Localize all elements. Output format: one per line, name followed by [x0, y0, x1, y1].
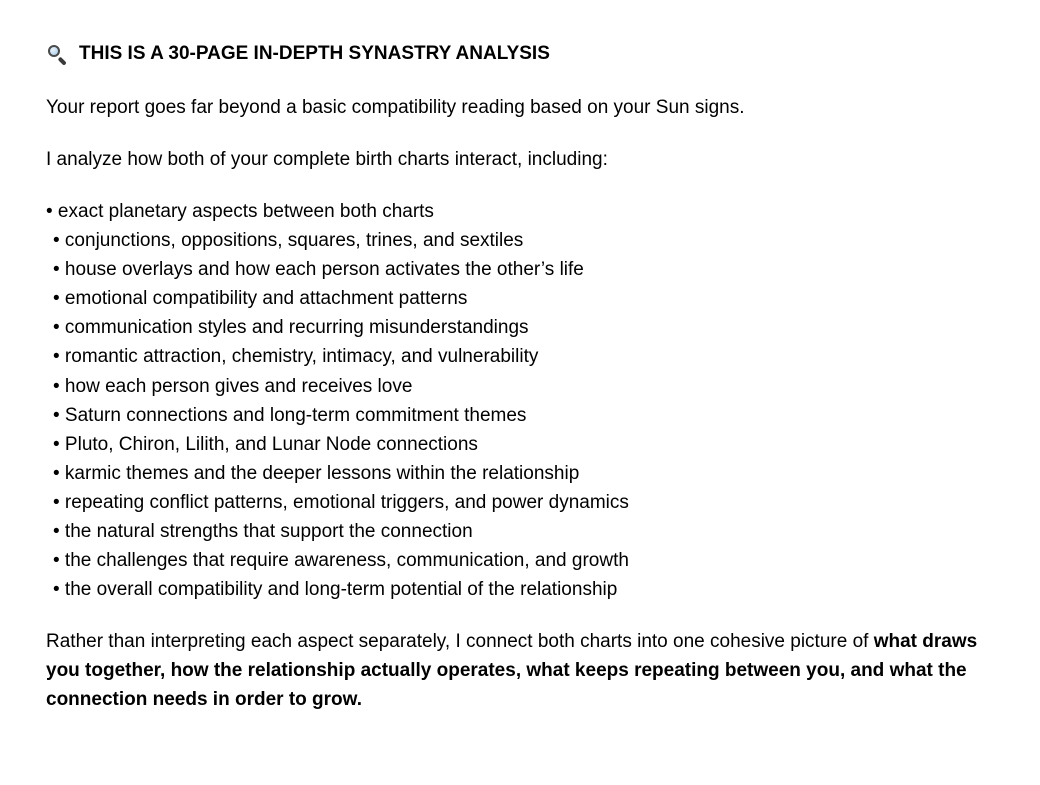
list-item: • Saturn connections and long-term commitment themes — [53, 404, 527, 426]
analysis-feature-list — [46, 197, 994, 604]
section-heading — [46, 40, 994, 68]
heading-text: THIS IS A 30-PAGE IN-DEPTH SYNASTRY ANALYSIS — [79, 43, 550, 64]
list-item: • the natural strengths that support the connection — [53, 521, 473, 543]
list-item: • repeating conflict patterns, emotional triggers, and power dynamics — [53, 491, 629, 513]
lead-paragraph: I analyze how both of your complete birth charts interact, including: — [46, 149, 608, 170]
list-item: • the overall compatibility and long-term potential of the relationship — [53, 579, 618, 601]
list-item: • exact planetary aspects between both charts — [46, 201, 434, 222]
list-item: • Pluto, Chiron, Lilith, and Lunar Node connections — [53, 433, 478, 455]
closing-emphasis: what draws you together, how the relationship actually operates, what keeps repeating between you, and what the connection needs in order to grow. — [46, 631, 978, 711]
list-item: • how each person gives and receives love — [53, 375, 413, 397]
list-item: • karmic themes and the deeper lessons within the relationship — [53, 462, 580, 484]
magnifying-glass-icon — [46, 43, 68, 65]
closing-paragraph — [46, 627, 994, 714]
list-item: • communication styles and recurring misunderstandings — [53, 317, 529, 339]
list-item: • romantic attraction, chemistry, intimacy, and vulnerability — [53, 346, 539, 368]
list-item: • house overlays and how each person activates the other’s life — [53, 259, 584, 281]
closing-text: Rather than interpreting each aspect separately, I connect both charts into one cohesive picture of — [46, 631, 874, 653]
list-item: • emotional compatibility and attachment patterns — [53, 288, 468, 310]
list-item: • the challenges that require awareness, communication, and growth — [53, 550, 629, 572]
intro-paragraph: Your report goes far beyond a basic compatibility reading based on your Sun signs. — [46, 97, 745, 118]
list-item: • conjunctions, oppositions, squares, trines, and sextiles — [53, 230, 524, 252]
